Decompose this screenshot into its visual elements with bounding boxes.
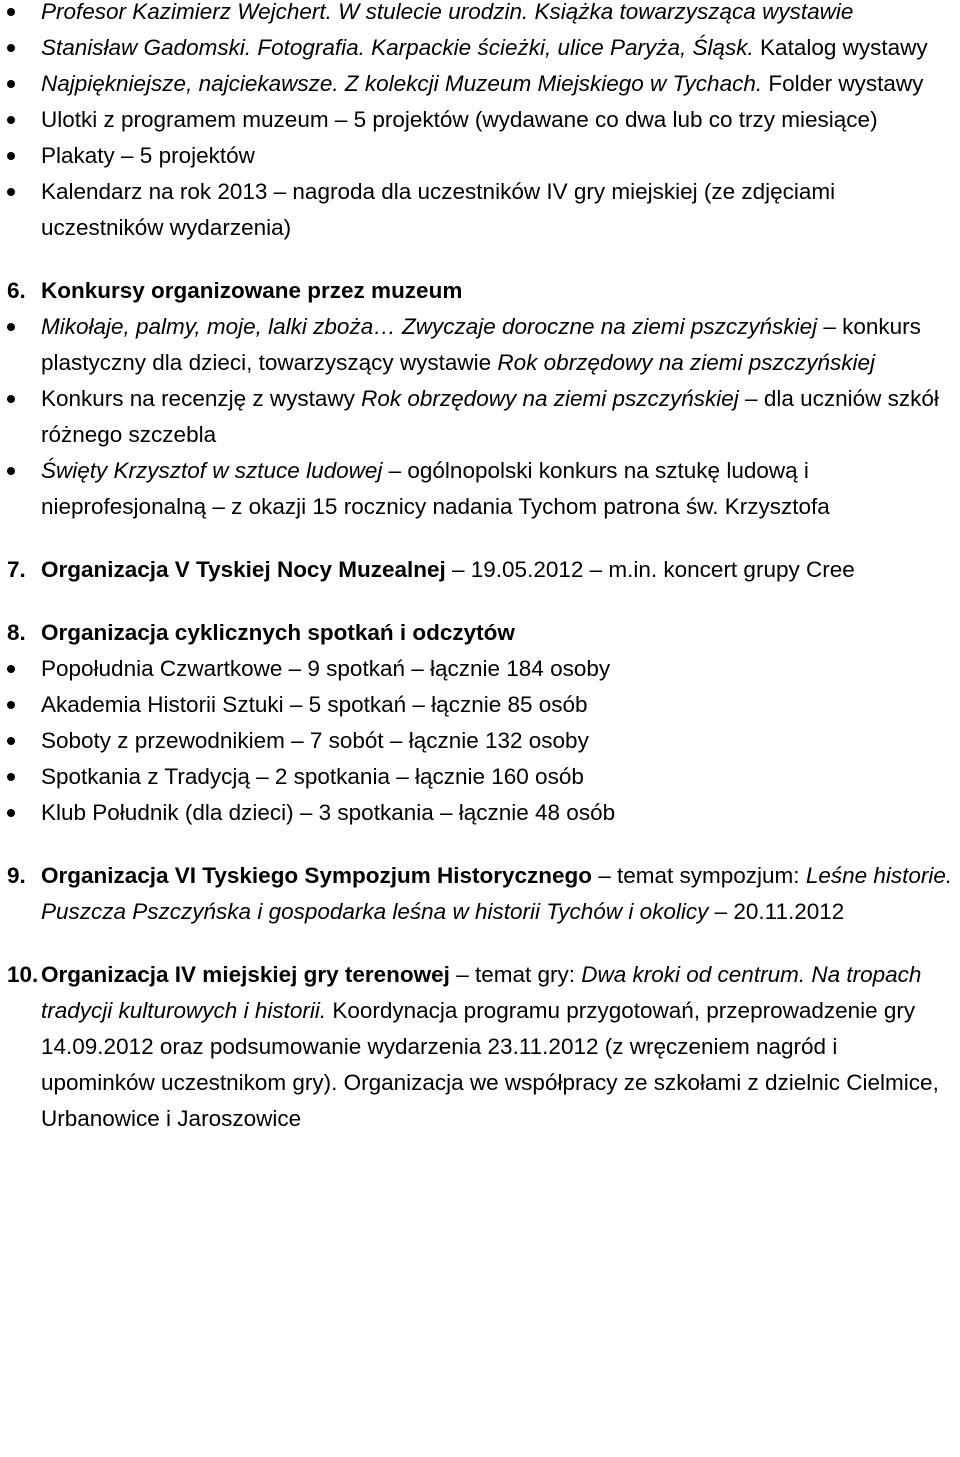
list-item [0,30,960,66]
text-run: Spotkania z Tradycją – 2 spotkania – łącznie 160 osób [41,764,584,789]
section-heading-text [41,858,956,930]
text-run: Koordynacja programu przygotowań, przeprowadzenie gry 14.09.2012 oraz podsumowanie wydarzenia 23.11.2012 (z wręczeniem nagród i upominków uczestnikom gry). Organizacja we współpracy ze szkołami z dzielnic Cielmice, Urbanowice i Jaroszowice [41,998,939,1131]
section-heading-7 [0,552,960,588]
bullet-icon [7,701,15,709]
spacer [0,831,960,858]
section-heading-8 [0,615,960,651]
text-run: Mikołaje, palmy, moje, lalki zboża… Zwyczaje doroczne na ziemi pszczyńskiej [41,314,818,339]
section-heading-text [41,552,956,588]
text-run: Rok obrzędowy na ziemi pszczyńskiej [361,386,739,411]
bullet-icon [7,809,15,817]
meetings-list [0,651,960,831]
list-item-text [41,759,956,795]
spacer [0,525,960,552]
list-item [0,66,960,102]
text-run: Kalendarz na rok 2013 – nagroda dla uczestników IV gry miejskiej (ze zdjęciami uczestników wydarzenia) [41,179,836,240]
text-run: Organizacja IV miejskiej gry terenowej [41,962,450,987]
section-number: 10. [7,962,39,987]
list-item-text [41,102,956,138]
section-heading-text [41,615,956,651]
list-item-text [41,381,956,453]
publications-list [0,0,960,246]
spacer [0,930,960,957]
list-item-text [41,66,956,102]
list-item [0,795,960,831]
text-run: Organizacja VI Tyskiego Sympozjum Historycznego [41,863,592,888]
bullet-icon [7,152,15,160]
list-item-text [41,651,956,687]
list-item-text [41,30,956,66]
text-run: – ogólnopolski konkurs na sztukę ludową i nieprofesjonalną – z okazji 15 rocznicy nadania Tychom patrona św. Krzysztofa [41,458,830,519]
section-heading-text [41,957,956,1137]
text-run: Ulotki z programem muzeum – 5 projektów (wydawane co dwa lub co trzy miesiące) [41,107,878,132]
bullet-icon [7,395,15,403]
list-item [0,309,960,381]
list-item [0,759,960,795]
section-number: 7. [7,557,26,582]
bullet-icon [7,665,15,673]
bullet-icon [7,773,15,781]
bullet-icon [7,467,15,475]
text-run: Soboty z przewodnikiem – 7 sobót – łącznie 132 osoby [41,728,589,753]
text-run: Leśne historie. Puszcza Pszczyńska i gospodarka leśna w historii Tychów i okolicy [41,863,953,924]
text-run: – temat gry: [449,962,582,987]
bullet-icon [7,116,15,124]
text-run: – 20.11.2012 [708,899,845,924]
list-item-text [41,723,956,759]
section-heading-10 [0,957,960,1137]
bullet-icon [7,8,15,16]
section-heading-text [41,273,956,309]
text-run: – 19.05.2012 – m.in. koncert grupy Cree [445,557,855,582]
text-run: Popołudnia Czwartkowe – 9 spotkań – łącznie 184 osoby [41,656,611,681]
list-item-text [41,453,956,525]
list-item-text [41,138,956,174]
list-item [0,651,960,687]
list-item-text [41,309,956,381]
list-item-text [41,687,956,723]
text-run: – konkurs plastyczny dla dzieci, towarzyszący wystawie [41,314,921,375]
bullet-icon [7,44,15,52]
spacer [0,588,960,615]
text-run: – temat sympozjum: [591,863,806,888]
list-item [0,0,960,30]
section-number: 9. [7,863,26,888]
list-item [0,381,960,453]
bullet-icon [7,188,15,196]
text-run: Profesor Kazimierz Wejchert. W stulecie urodzin. Książka towarzysząca wystawie [41,0,854,24]
list-item [0,138,960,174]
text-run: Organizacja V Tyskiej Nocy Muzealnej [41,557,446,582]
text-run: Organizacja cyklicznych spotkań i odczytów [41,620,515,645]
text-run: Katalog wystawy [753,35,928,60]
text-run: Akademia Historii Sztuki – 5 spotkań – łącznie 85 osób [41,692,588,717]
list-item [0,102,960,138]
list-item [0,453,960,525]
text-run: Stanisław Gadomski. Fotografia. Karpackie ścieżki, ulice Paryża, Śląsk. [41,35,754,60]
section-number: 8. [7,620,26,645]
text-run: Konkursy organizowane przez muzeum [41,278,463,303]
list-item-text [41,0,956,30]
list-item-text [41,174,956,246]
list-item [0,174,960,246]
section-heading-6 [0,273,960,309]
text-run: Najpiękniejsze, najciekawsze. Z kolekcji Muzeum Miejskiego w Tychach. [41,71,763,96]
text-run: Święty Krzysztof w sztuce ludowej [41,458,383,483]
text-run: Plakaty – 5 projektów [41,143,255,168]
list-item [0,723,960,759]
text-run: Folder wystawy [762,71,924,96]
text-run: Dwa kroki od centrum. Na tropach tradycji kulturowych i historii. [41,962,922,1023]
bullet-icon [7,80,15,88]
text-run: – dla uczniów szkół różnego szczebla [41,386,939,447]
spacer [0,246,960,273]
section-heading-9 [0,858,960,930]
contests-list [0,309,960,525]
bullet-icon [7,323,15,331]
bullet-icon [7,737,15,745]
text-run: Rok obrzędowy na ziemi pszczyńskiej [497,350,876,375]
text-run: Konkurs na recenzję z wystawy [41,386,362,411]
text-run: Klub Południk (dla dzieci) – 3 spotkania – łącznie 48 osób [41,800,616,825]
section-number: 6. [7,278,26,303]
list-item [0,687,960,723]
list-item-text [41,795,956,831]
